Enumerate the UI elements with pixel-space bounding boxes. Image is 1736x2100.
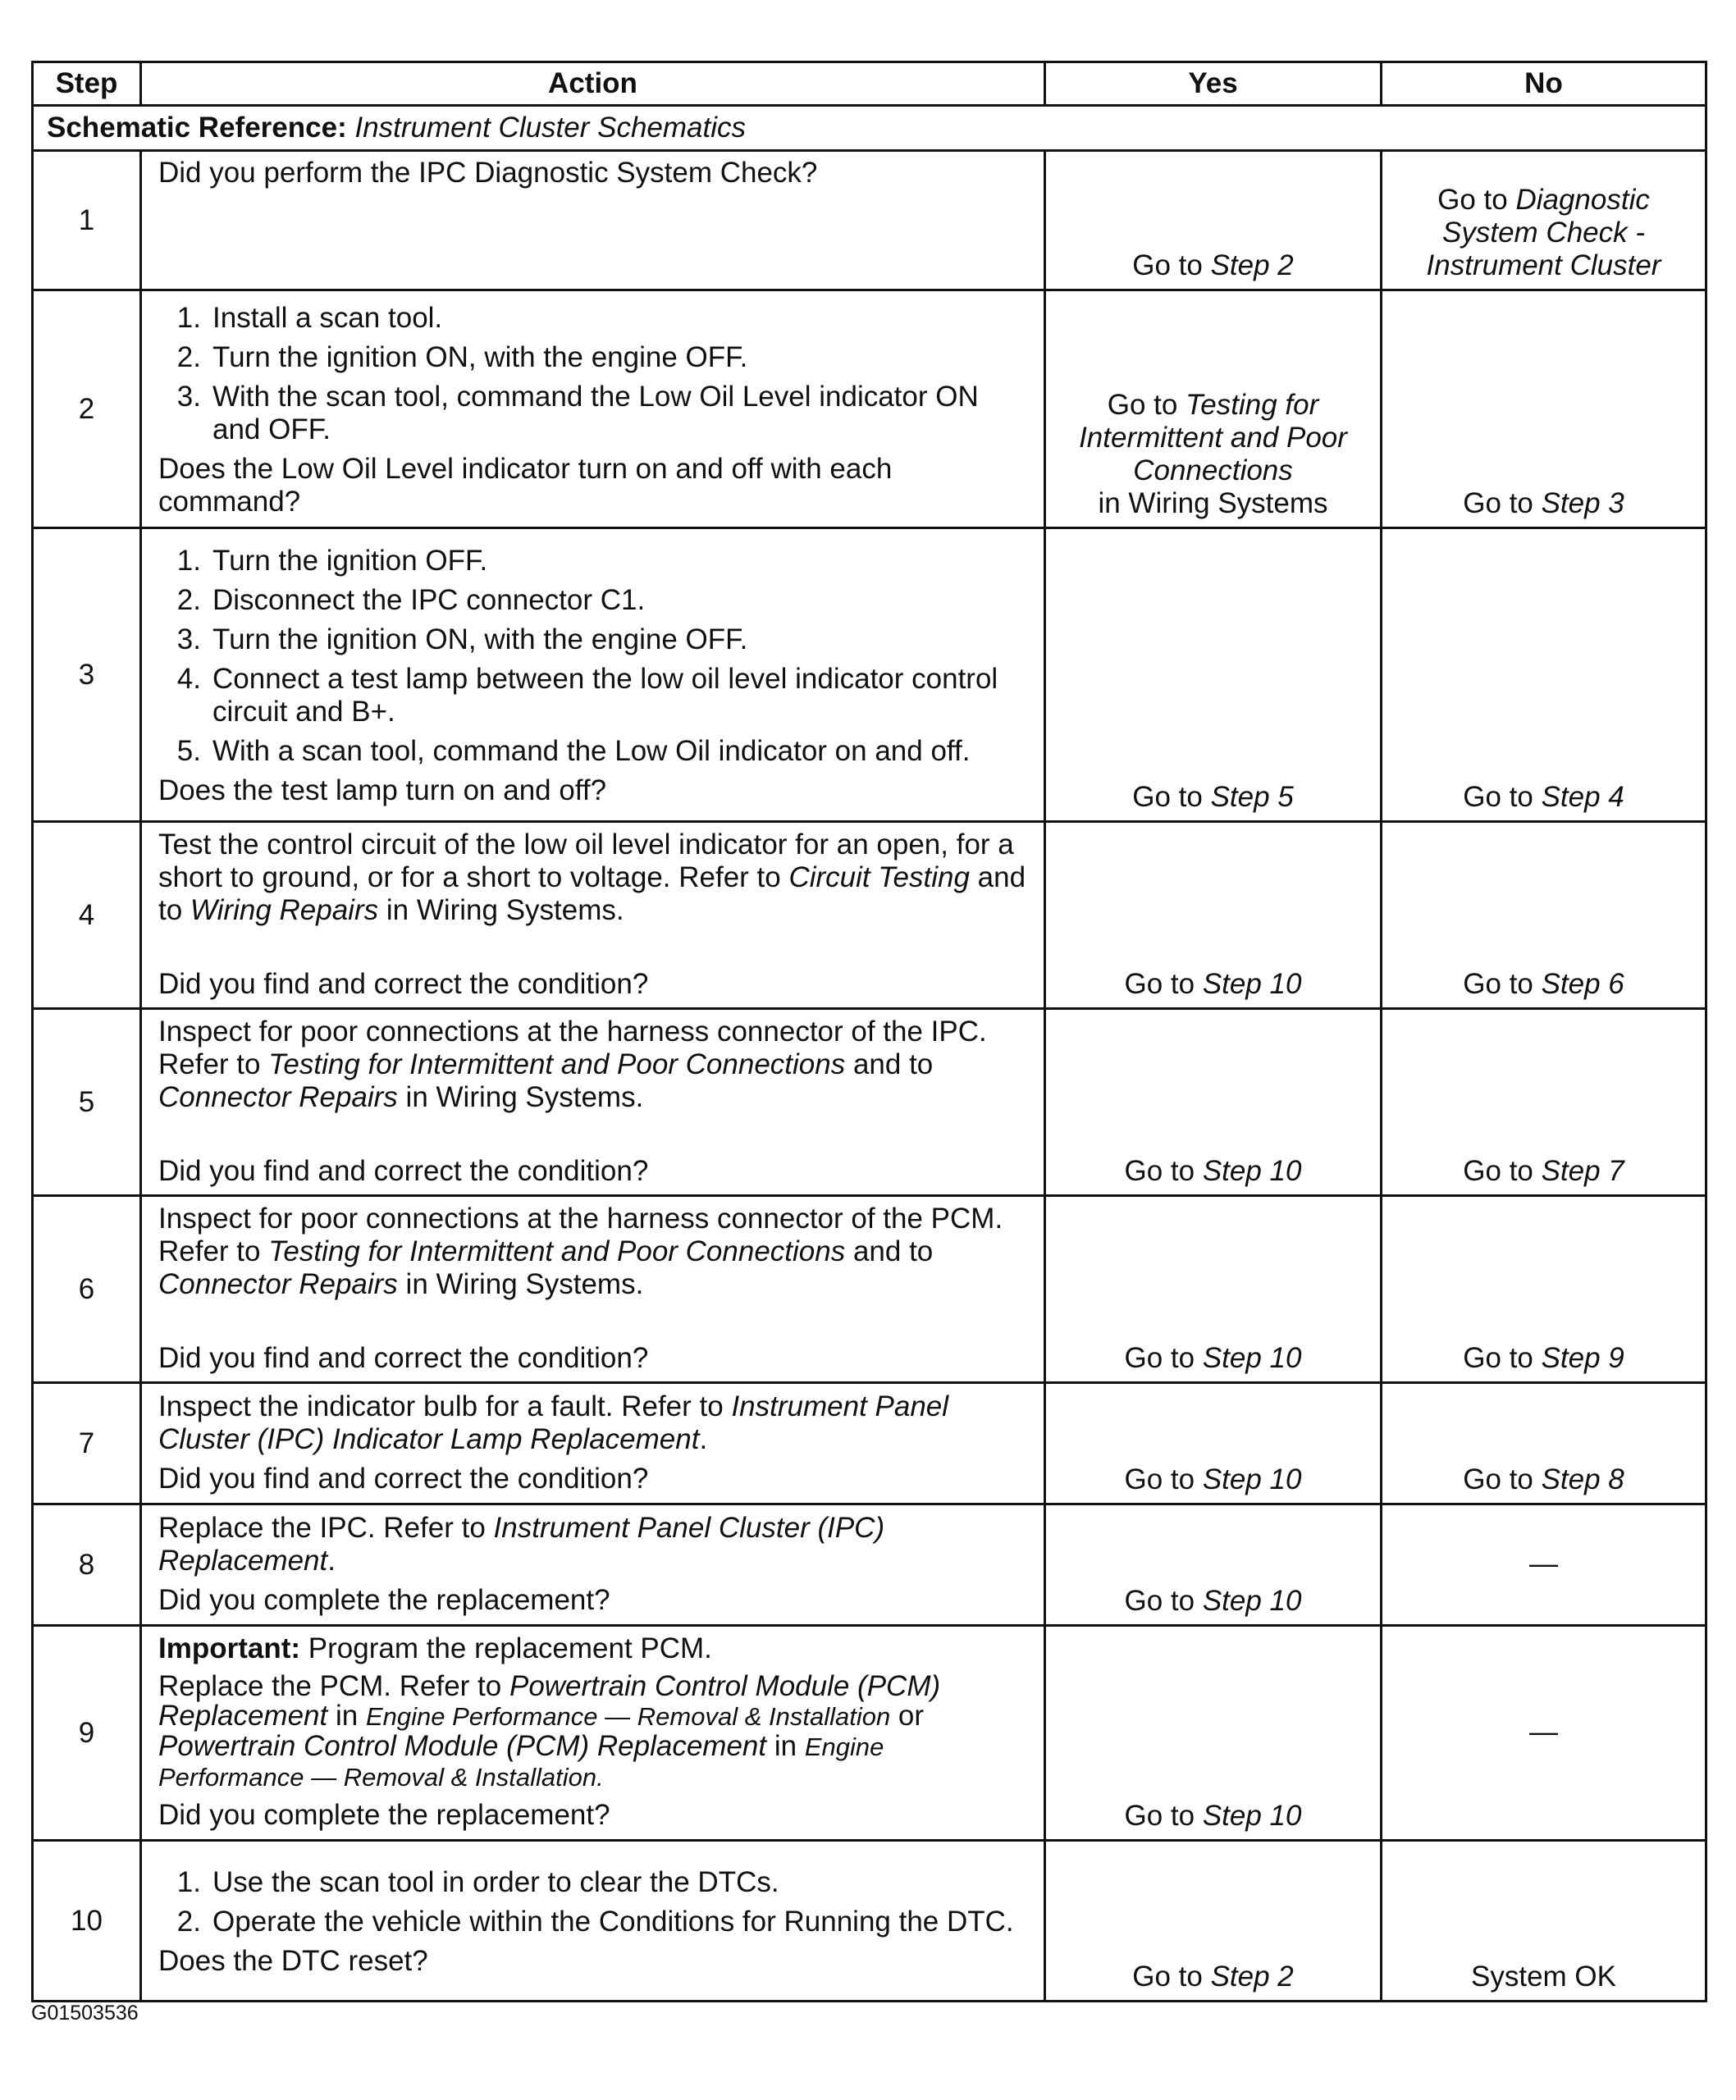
- yes-cell: [1045, 1841, 1382, 2002]
- no-link[interactable]: Step 4: [1541, 781, 1624, 813]
- table-row: [33, 151, 1706, 290]
- yes-cell: [1045, 1383, 1382, 1504]
- table-row: [33, 1196, 1706, 1383]
- list-item: 4. Connect a test lamp between the low oil level indicator control circuit and B+.: [176, 662, 998, 728]
- action-question: Did you find and correct the condition?: [158, 1341, 649, 1374]
- important-label: Important:: [158, 1632, 301, 1664]
- table-row: [33, 1009, 1706, 1196]
- action-text: Replace the PCM. Refer to Powertrain Control Module (PCM) Replacement in Engine Performance — Removal & Installation or Powertrain Control Module (PCM) Replacement in Engine Performance — Removal & Installation.: [158, 1670, 941, 1792]
- action-cell: [141, 1841, 1045, 2002]
- list-item: 5. With a scan tool, command the Low Oil indicator on and off.: [176, 734, 971, 767]
- no-link[interactable]: Step 8: [1541, 1463, 1624, 1495]
- yes-cell: [1045, 528, 1382, 822]
- reference-link[interactable]: Connector Repairs: [158, 1080, 398, 1113]
- no-prefix: Go to: [1437, 184, 1516, 216]
- no-dash: —: [1529, 1547, 1558, 1580]
- action-cell: [141, 290, 1045, 528]
- table-row: [33, 1626, 1706, 1841]
- action-text: Inspect for poor connections at the harness connector of the IPC. Refer to Testing for Intermittent and Poor Connections and to Connector Repairs in Wiring Systems.: [158, 1015, 987, 1113]
- no-cell: [1382, 151, 1706, 290]
- yes-cell: [1045, 1626, 1382, 1841]
- action-text: Inspect for poor connections at the harness connector of the PCM. Refer to Testing for Intermittent and Poor Connections and to Connector Repairs in Wiring Systems.: [158, 1202, 1003, 1300]
- no-text: System OK: [1471, 1961, 1616, 1993]
- no-dash: —: [1529, 1715, 1558, 1748]
- action-text: Replace the IPC. Refer to Instrument Panel Cluster (IPC) Replacement.: [158, 1511, 885, 1577]
- action-question: Does the Low Oil Level indicator turn on and off with each command?: [158, 452, 893, 518]
- diagnostic-table: [31, 61, 1707, 2002]
- yes-cell: [1045, 1009, 1382, 1196]
- header-action: Action: [141, 62, 1045, 106]
- yes-prefix: Go to: [1124, 1800, 1203, 1832]
- no-cell: [1382, 528, 1706, 822]
- yes-link[interactable]: Step 10: [1202, 1463, 1302, 1495]
- yes-prefix: Go to: [1107, 389, 1186, 421]
- list-item: 3. Turn the ignition ON, with the engine OFF.: [176, 623, 748, 655]
- action-cell: [141, 822, 1045, 1009]
- step-number: 9: [33, 1626, 141, 1841]
- yes-suffix: in Wiring Systems: [1098, 487, 1328, 519]
- step-number: 1: [33, 151, 141, 290]
- yes-cell: [1045, 822, 1382, 1009]
- reference-link[interactable]: Testing for Intermittent and Poor Connections: [268, 1048, 846, 1080]
- no-prefix: Go to: [1463, 781, 1542, 813]
- header-no: No: [1382, 62, 1706, 106]
- no-link[interactable]: Step 6: [1541, 968, 1624, 1000]
- step-number: 2: [33, 290, 141, 528]
- no-cell: [1382, 1626, 1706, 1841]
- list-item: 2. Operate the vehicle within the Conditions for Running the DTC.: [176, 1905, 1014, 1938]
- yes-prefix: Go to: [1132, 249, 1211, 281]
- action-text: Test the control circuit of the low oil level indicator for an open, for a short to ground, or for a short to voltage. Refer to Circuit Testing and to Wiring Repairs in Wiring Systems.: [158, 828, 1026, 926]
- schematic-reference-label: Schematic Reference:: [47, 112, 347, 144]
- no-cell: [1382, 1009, 1706, 1196]
- no-link[interactable]: Step 7: [1541, 1155, 1624, 1187]
- important-note: Important: Program the replacement PCM.: [158, 1632, 712, 1664]
- no-link[interactable]: Step 3: [1541, 487, 1624, 519]
- yes-link[interactable]: Testing for Intermittent and Poor Connections: [1079, 389, 1347, 486]
- yes-cell: [1045, 151, 1382, 290]
- yes-cell: [1045, 1504, 1382, 1626]
- yes-prefix: Go to: [1124, 1342, 1203, 1374]
- no-cell: [1382, 1841, 1706, 2002]
- yes-prefix: Go to: [1132, 781, 1211, 813]
- list-item: 3. With the scan tool, command the Low Oil Level indicator ON and OFF.: [176, 380, 979, 445]
- reference-link[interactable]: Connector Repairs: [158, 1267, 398, 1300]
- yes-prefix: Go to: [1124, 1585, 1203, 1617]
- reference-link[interactable]: Instrument Panel Cluster (IPC) Indicator Lamp Replacement: [158, 1390, 949, 1455]
- table-row: [33, 1841, 1706, 2002]
- step-number: 10: [33, 1841, 141, 2002]
- no-link[interactable]: Step 9: [1541, 1342, 1624, 1374]
- table-row: [33, 822, 1706, 1009]
- yes-link[interactable]: Step 2: [1210, 249, 1294, 281]
- reference-link[interactable]: Engine Performance — Removal & Installation: [365, 1702, 891, 1731]
- step-number: 6: [33, 1196, 141, 1383]
- yes-cell: [1045, 1196, 1382, 1383]
- action-question: Did you complete the replacement?: [158, 1799, 610, 1831]
- reference-link[interactable]: Powertrain Control Module (PCM) Replacement: [158, 1670, 941, 1732]
- action-cell: [141, 528, 1045, 822]
- reference-link[interactable]: Circuit Testing: [788, 861, 970, 893]
- action-cell: [141, 1383, 1045, 1504]
- header-row: [33, 62, 1706, 106]
- table-row: [33, 290, 1706, 528]
- yes-link[interactable]: Step 10: [1202, 1155, 1302, 1187]
- schematic-reference: [33, 106, 1706, 151]
- list-item: 1. Install a scan tool.: [176, 301, 443, 334]
- yes-prefix: Go to: [1124, 968, 1203, 1000]
- yes-link[interactable]: Step 10: [1202, 1585, 1302, 1617]
- no-cell: [1382, 1504, 1706, 1626]
- reference-link[interactable]: Engine Performance — Removal & Installation.: [158, 1732, 884, 1792]
- no-cell: [1382, 1383, 1706, 1504]
- no-prefix: Go to: [1463, 1342, 1542, 1374]
- list-item: 1. Turn the ignition OFF.: [176, 544, 488, 577]
- no-prefix: Go to: [1463, 1155, 1542, 1187]
- action-cell: [141, 1626, 1045, 1841]
- action-question: Did you find and correct the condition?: [158, 1154, 649, 1187]
- yes-prefix: Go to: [1132, 1961, 1211, 1993]
- no-cell: [1382, 822, 1706, 1009]
- reference-link[interactable]: Wiring Repairs: [190, 893, 379, 926]
- table-row: [33, 1383, 1706, 1504]
- step-number: 5: [33, 1009, 141, 1196]
- figure-id: G01503536: [31, 2002, 139, 2025]
- yes-link[interactable]: Step 10: [1202, 968, 1302, 1000]
- step-number: 4: [33, 822, 141, 1009]
- list-item: 2. Disconnect the IPC connector C1.: [176, 583, 646, 616]
- schematic-reference-link[interactable]: Instrument Cluster Schematics: [354, 112, 747, 144]
- no-link[interactable]: Diagnostic System Check - Instrument Cluster: [1426, 184, 1661, 281]
- action-question: Does the DTC reset?: [158, 1944, 428, 1977]
- list-item: 2. Turn the ignition ON, with the engine OFF.: [176, 340, 748, 373]
- action-text: Inspect the indicator bulb for a fault. Refer to Instrument Panel Cluster (IPC) Indicator Lamp Replacement.: [158, 1390, 949, 1455]
- reference-link[interactable]: Powertrain Control Module (PCM) Replacement: [158, 1730, 767, 1762]
- action-cell: [141, 1009, 1045, 1196]
- action-question: Did you find and correct the condition?: [158, 967, 649, 1000]
- action-question: Did you find and correct the condition?: [158, 1462, 649, 1495]
- table-row: [33, 528, 1706, 822]
- step-number: 8: [33, 1504, 141, 1626]
- step-number: 3: [33, 528, 141, 822]
- step-number: 7: [33, 1383, 141, 1504]
- action-question: Does the test lamp turn on and off?: [158, 774, 607, 806]
- yes-cell: [1045, 290, 1382, 528]
- action-cell: [141, 151, 1045, 290]
- no-prefix: Go to: [1463, 1463, 1542, 1495]
- yes-prefix: Go to: [1124, 1155, 1203, 1187]
- header-step: Step: [33, 62, 141, 106]
- list-item: 1. Use the scan tool in order to clear the DTCs.: [176, 1865, 779, 1898]
- reference-link[interactable]: Instrument Panel Cluster (IPC) Replacement: [158, 1511, 885, 1577]
- no-cell: [1382, 290, 1706, 528]
- no-prefix: Go to: [1463, 968, 1542, 1000]
- action-cell: [141, 1196, 1045, 1383]
- action-question: Did you complete the replacement?: [158, 1583, 610, 1616]
- yes-link[interactable]: Step 10: [1202, 1800, 1302, 1832]
- yes-prefix: Go to: [1124, 1463, 1203, 1495]
- yes-link[interactable]: Step 10: [1202, 1342, 1302, 1374]
- action-cell: [141, 1504, 1045, 1626]
- table-row: [33, 1504, 1706, 1626]
- header-yes: Yes: [1045, 62, 1382, 106]
- schematic-reference-row: [33, 106, 1706, 151]
- reference-link[interactable]: Testing for Intermittent and Poor Connections: [268, 1235, 846, 1267]
- no-cell: [1382, 1196, 1706, 1383]
- no-prefix: Go to: [1463, 487, 1542, 519]
- yes-link[interactable]: Step 2: [1210, 1961, 1294, 1993]
- action-question: Did you perform the IPC Diagnostic System Check?: [158, 157, 818, 189]
- yes-link[interactable]: Step 5: [1210, 781, 1294, 813]
